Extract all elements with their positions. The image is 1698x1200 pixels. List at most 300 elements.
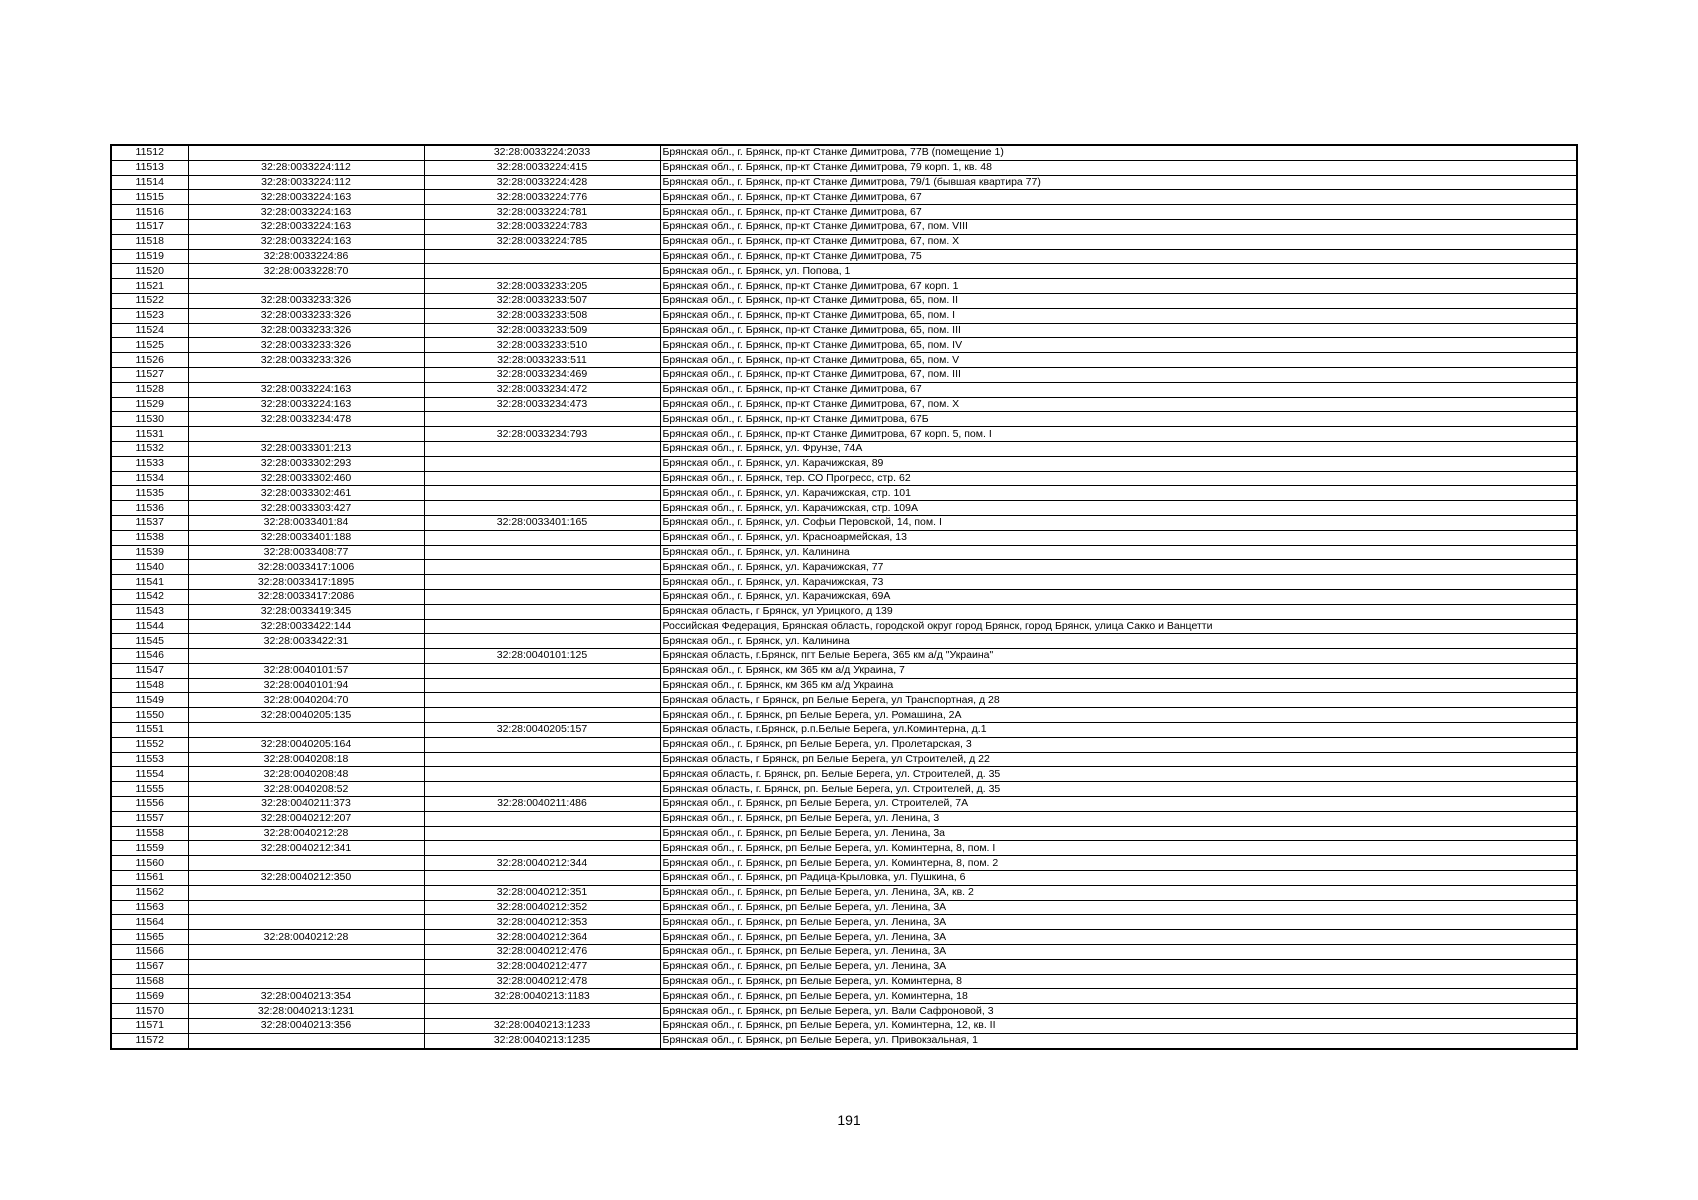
table-row xyxy=(111,441,1577,456)
cadastral-number-cell: 32:28:0033233:510 xyxy=(424,338,660,353)
row-number-cell: 11572 xyxy=(111,1033,188,1048)
parent-cadastral-number-cell: 32:28:0033228:70 xyxy=(188,264,424,279)
row-number-cell: 11532 xyxy=(111,441,188,456)
cadastral-number-cell xyxy=(424,826,660,841)
table-row xyxy=(111,871,1577,886)
parent-cadastral-number-cell: 32:28:0033417:1895 xyxy=(188,575,424,590)
address-cell: Брянская обл., г. Брянск, рп Белые Берега, ул. Вали Сафроновой, 3 xyxy=(660,1004,1577,1019)
table-row xyxy=(111,604,1577,619)
parent-cadastral-number-cell: 32:28:0040213:1231 xyxy=(188,1004,424,1019)
cadastral-number-cell: 32:28:0040211:486 xyxy=(424,797,660,812)
table-row xyxy=(111,293,1577,308)
cadastral-number-cell: 32:28:0033224:428 xyxy=(424,175,660,190)
table-row xyxy=(111,279,1577,294)
address-cell: Брянская обл., г. Брянск, рп Белые Берега, ул. Пролетарская, 3 xyxy=(660,737,1577,752)
parent-cadastral-number-cell: 32:28:0033224:163 xyxy=(188,190,424,205)
address-cell: Брянская обл., г. Брянск, ул. Калинина xyxy=(660,634,1577,649)
address-cell: Брянская обл., г. Брянск, рп Белые Берега, ул. Ромашина, 2А xyxy=(660,708,1577,723)
row-number-cell: 11525 xyxy=(111,338,188,353)
parent-cadastral-number-cell: 32:28:0033224:112 xyxy=(188,175,424,190)
address-cell: Брянская обл., г. Брянск, пр-кт Станке Димитрова, 67, пом. VIII xyxy=(660,219,1577,234)
cadastral-number-cell: 32:28:0033233:507 xyxy=(424,293,660,308)
table-row xyxy=(111,619,1577,634)
table-row xyxy=(111,264,1577,279)
row-number-cell: 11563 xyxy=(111,900,188,915)
row-number-cell: 11515 xyxy=(111,190,188,205)
address-cell: Брянская обл., г. Брянск, ул. Софьи Перовской, 14, пом. I xyxy=(660,515,1577,530)
table-row xyxy=(111,456,1577,471)
parent-cadastral-number-cell: 32:28:0040101:94 xyxy=(188,678,424,693)
table-row xyxy=(111,190,1577,205)
cadastral-number-cell: 32:28:0040212:364 xyxy=(424,930,660,945)
table-row xyxy=(111,826,1577,841)
address-cell: Брянская область, г. Брянск, рп. Белые Берега, ул. Строителей, д. 35 xyxy=(660,782,1577,797)
address-cell: Брянская обл., г. Брянск, рп Радица-Крыловка, ул. Пушкина, 6 xyxy=(660,871,1577,886)
cadastral-number-cell xyxy=(424,737,660,752)
table-row xyxy=(111,427,1577,442)
cadastral-number-cell xyxy=(424,811,660,826)
address-cell: Брянская обл., г. Брянск, рп Белые Берега, ул. Ленина, 3а xyxy=(660,826,1577,841)
cadastral-number-cell xyxy=(424,471,660,486)
cadastral-number-cell xyxy=(424,560,660,575)
row-number-cell: 11539 xyxy=(111,545,188,560)
address-cell: Брянская обл., г. Брянск, ул. Карачижская, стр. 101 xyxy=(660,486,1577,501)
cadastral-number-cell xyxy=(424,708,660,723)
cadastral-number-cell: 32:28:0033234:793 xyxy=(424,427,660,442)
parent-cadastral-number-cell xyxy=(188,145,424,160)
address-cell: Брянская обл., г. Брянск, рп Белые Берега, ул. Ленина, 3 xyxy=(660,811,1577,826)
address-cell: Брянская обл., г. Брянск, рп Белые Берега, ул. Ленина, 3А xyxy=(660,945,1577,960)
parent-cadastral-number-cell: 32:28:0040212:350 xyxy=(188,871,424,886)
cadastral-number-cell: 32:28:0033234:473 xyxy=(424,397,660,412)
row-number-cell: 11555 xyxy=(111,782,188,797)
row-number-cell: 11519 xyxy=(111,249,188,264)
table-row xyxy=(111,693,1577,708)
address-cell: Брянская обл., г. Брянск, ул. Фрунзе, 74А xyxy=(660,441,1577,456)
address-cell: Брянская обл., г. Брянск, пр-кт Станке Димитрова, 67 xyxy=(660,205,1577,220)
table-row xyxy=(111,974,1577,989)
address-cell: Брянская обл., г. Брянск, ул. Карачижская, стр. 109А xyxy=(660,501,1577,516)
table-row xyxy=(111,175,1577,190)
cadastral-number-cell xyxy=(424,441,660,456)
table-row xyxy=(111,1019,1577,1034)
parent-cadastral-number-cell: 32:28:0033233:326 xyxy=(188,338,424,353)
parent-cadastral-number-cell: 32:28:0040213:354 xyxy=(188,989,424,1004)
address-cell: Брянская обл., г. Брянск, ул. Карачижская, 69А xyxy=(660,589,1577,604)
table-row xyxy=(111,782,1577,797)
parent-cadastral-number-cell xyxy=(188,427,424,442)
row-number-cell: 11571 xyxy=(111,1019,188,1034)
address-cell: Брянская обл., г. Брянск, рп Белые Берега, ул. Коминтерна, 12, кв. II xyxy=(660,1019,1577,1034)
row-number-cell: 11559 xyxy=(111,841,188,856)
table-row xyxy=(111,397,1577,412)
address-cell: Брянская обл., г. Брянск, ул. Карачижская, 73 xyxy=(660,575,1577,590)
address-cell: Брянская обл., г. Брянск, пр-кт Станке Димитрова, 65, пом. IV xyxy=(660,338,1577,353)
table-row xyxy=(111,471,1577,486)
address-cell: Брянская обл., г. Брянск, пр-кт Станке Димитрова, 67 xyxy=(660,190,1577,205)
cadastral-number-cell: 32:28:0040212:352 xyxy=(424,900,660,915)
row-number-cell: 11550 xyxy=(111,708,188,723)
parent-cadastral-number-cell xyxy=(188,959,424,974)
row-number-cell: 11529 xyxy=(111,397,188,412)
address-cell: Брянская обл., г. Брянск, пр-кт Станке Димитрова, 67 xyxy=(660,382,1577,397)
row-number-cell: 11557 xyxy=(111,811,188,826)
table-row xyxy=(111,501,1577,516)
table-row xyxy=(111,959,1577,974)
row-number-cell: 11512 xyxy=(111,145,188,160)
parent-cadastral-number-cell: 32:28:0040101:57 xyxy=(188,663,424,678)
address-cell: Брянская обл., г. Брянск, пр-кт Станке Димитрова, 67, пом. III xyxy=(660,367,1577,382)
address-cell: Российская Федерация, Брянская область, городской округ город Брянск, город Брянск, улица Сакко и Ванцетти xyxy=(660,619,1577,634)
parent-cadastral-number-cell: 32:28:0040212:207 xyxy=(188,811,424,826)
cadastral-number-cell xyxy=(424,693,660,708)
parent-cadastral-number-cell: 32:28:0033401:188 xyxy=(188,530,424,545)
row-number-cell: 11531 xyxy=(111,427,188,442)
parent-cadastral-number-cell: 32:28:0033422:144 xyxy=(188,619,424,634)
parent-cadastral-number-cell: 32:28:0040208:52 xyxy=(188,782,424,797)
parent-cadastral-number-cell: 32:28:0033301:213 xyxy=(188,441,424,456)
table-row xyxy=(111,663,1577,678)
cadastral-number-cell xyxy=(424,486,660,501)
table-row xyxy=(111,915,1577,930)
address-cell: Брянская обл., г. Брянск, рп Белые Берега, ул. Ленина, 3А, кв. 2 xyxy=(660,885,1577,900)
parent-cadastral-number-cell: 32:28:0033302:460 xyxy=(188,471,424,486)
cadastral-number-cell: 32:28:0033234:472 xyxy=(424,382,660,397)
table-row xyxy=(111,219,1577,234)
cadastral-number-cell xyxy=(424,412,660,427)
parent-cadastral-number-cell: 32:28:0033233:326 xyxy=(188,353,424,368)
parent-cadastral-number-cell: 32:28:0033224:163 xyxy=(188,397,424,412)
cadastral-number-cell: 32:28:0040205:157 xyxy=(424,723,660,738)
address-cell: Брянская область, г Брянск, ул Урицкого, д 139 xyxy=(660,604,1577,619)
row-number-cell: 11542 xyxy=(111,589,188,604)
row-number-cell: 11544 xyxy=(111,619,188,634)
address-cell: Брянская обл., г. Брянск, ул. Попова, 1 xyxy=(660,264,1577,279)
row-number-cell: 11528 xyxy=(111,382,188,397)
row-number-cell: 11537 xyxy=(111,515,188,530)
row-number-cell: 11564 xyxy=(111,915,188,930)
address-cell: Брянская обл., г. Брянск, ул. Карачижская, 89 xyxy=(660,456,1577,471)
row-number-cell: 11527 xyxy=(111,367,188,382)
parent-cadastral-number-cell: 32:28:0040213:356 xyxy=(188,1019,424,1034)
parent-cadastral-number-cell xyxy=(188,367,424,382)
cadastral-number-cell: 32:28:0040212:344 xyxy=(424,856,660,871)
address-cell: Брянская обл., г. Брянск, пр-кт Станке Димитрова, 65, пом. III xyxy=(660,323,1577,338)
row-number-cell: 11522 xyxy=(111,293,188,308)
row-number-cell: 11530 xyxy=(111,412,188,427)
row-number-cell: 11543 xyxy=(111,604,188,619)
address-cell: Брянская обл., г. Брянск, пр-кт Станке Димитрова, 75 xyxy=(660,249,1577,264)
address-cell: Брянская обл., г. Брянск, пр-кт Станке Димитрова, 79/1 (бывшая квартира 77) xyxy=(660,175,1577,190)
table-row xyxy=(111,515,1577,530)
page-number: 191 xyxy=(837,1112,861,1128)
address-cell: Брянская область, г Брянск, рп Белые Берега, ул Строителей, д 22 xyxy=(660,752,1577,767)
row-number-cell: 11548 xyxy=(111,678,188,693)
address-cell: Брянская обл., г. Брянск, км 365 км а/д Украина xyxy=(660,678,1577,693)
address-cell: Брянская обл., г. Брянск, рп Белые Берега, ул. Коминтерна, 8, пом. I xyxy=(660,841,1577,856)
table-row xyxy=(111,145,1577,160)
parent-cadastral-number-cell: 32:28:0040208:48 xyxy=(188,767,424,782)
cadastral-number-cell xyxy=(424,530,660,545)
address-cell: Брянская обл., г. Брянск, тер. СО Прогресс, стр. 62 xyxy=(660,471,1577,486)
address-cell: Брянская обл., г. Брянск, рп Белые Берега, ул. Ленина, 3А xyxy=(660,915,1577,930)
table-row xyxy=(111,353,1577,368)
row-number-cell: 11565 xyxy=(111,930,188,945)
row-number-cell: 11556 xyxy=(111,797,188,812)
parent-cadastral-number-cell: 32:28:0033224:86 xyxy=(188,249,424,264)
cadastral-number-cell xyxy=(424,663,660,678)
table-row xyxy=(111,589,1577,604)
cadastral-number-cell xyxy=(424,782,660,797)
table-row xyxy=(111,634,1577,649)
parent-cadastral-number-cell: 32:28:0040205:135 xyxy=(188,708,424,723)
row-number-cell: 11517 xyxy=(111,219,188,234)
table-row xyxy=(111,841,1577,856)
parent-cadastral-number-cell: 32:28:0033408:77 xyxy=(188,545,424,560)
row-number-cell: 11533 xyxy=(111,456,188,471)
table-row xyxy=(111,338,1577,353)
row-number-cell: 11545 xyxy=(111,634,188,649)
row-number-cell: 11568 xyxy=(111,974,188,989)
parent-cadastral-number-cell xyxy=(188,649,424,664)
parent-cadastral-number-cell: 32:28:0040205:164 xyxy=(188,737,424,752)
cadastral-number-cell: 32:28:0040213:1183 xyxy=(424,989,660,1004)
table-row xyxy=(111,530,1577,545)
table-row xyxy=(111,160,1577,175)
cadastral-number-cell: 32:28:0033224:776 xyxy=(424,190,660,205)
row-number-cell: 11534 xyxy=(111,471,188,486)
address-cell: Брянская обл., г. Брянск, пр-кт Станке Димитрова, 65, пом. II xyxy=(660,293,1577,308)
row-number-cell: 11514 xyxy=(111,175,188,190)
address-cell: Брянская обл., г. Брянск, ул. Калинина xyxy=(660,545,1577,560)
cadastral-number-cell: 32:28:0033233:205 xyxy=(424,279,660,294)
table-row xyxy=(111,575,1577,590)
parent-cadastral-number-cell xyxy=(188,900,424,915)
table-row xyxy=(111,930,1577,945)
parent-cadastral-number-cell: 32:28:0033224:163 xyxy=(188,382,424,397)
table-row xyxy=(111,767,1577,782)
parent-cadastral-number-cell: 32:28:0033224:163 xyxy=(188,205,424,220)
parent-cadastral-number-cell: 32:28:0033224:112 xyxy=(188,160,424,175)
parent-cadastral-number-cell: 32:28:0033419:345 xyxy=(188,604,424,619)
table-row xyxy=(111,560,1577,575)
table-row xyxy=(111,205,1577,220)
cadastral-number-cell xyxy=(424,545,660,560)
row-number-cell: 11536 xyxy=(111,501,188,516)
parent-cadastral-number-cell xyxy=(188,974,424,989)
row-number-cell: 11541 xyxy=(111,575,188,590)
table-row xyxy=(111,382,1577,397)
row-number-cell: 11513 xyxy=(111,160,188,175)
parent-cadastral-number-cell: 32:28:0040204:70 xyxy=(188,693,424,708)
table-row xyxy=(111,811,1577,826)
cadastral-number-cell xyxy=(424,589,660,604)
parent-cadastral-number-cell: 32:28:0033233:326 xyxy=(188,323,424,338)
cadastral-number-cell: 32:28:0033233:509 xyxy=(424,323,660,338)
table-row xyxy=(111,486,1577,501)
cadastral-number-cell xyxy=(424,752,660,767)
table-row xyxy=(111,708,1577,723)
cadastral-number-cell: 32:28:0033224:781 xyxy=(424,205,660,220)
table-row xyxy=(111,797,1577,812)
table-row xyxy=(111,885,1577,900)
table-row xyxy=(111,989,1577,1004)
row-number-cell: 11553 xyxy=(111,752,188,767)
cadastral-number-cell: 32:28:0033224:2033 xyxy=(424,145,660,160)
parent-cadastral-number-cell: 32:28:0040212:28 xyxy=(188,930,424,945)
address-cell: Брянская обл., г. Брянск, пр-кт Станке Димитрова, 67Б xyxy=(660,412,1577,427)
address-cell: Брянская обл., г. Брянск, рп Белые Берега, ул. Привокзальная, 1 xyxy=(660,1033,1577,1048)
row-number-cell: 11558 xyxy=(111,826,188,841)
parent-cadastral-number-cell: 32:28:0033234:478 xyxy=(188,412,424,427)
cadastral-number-cell: 32:28:0040213:1233 xyxy=(424,1019,660,1034)
cadastral-number-cell: 32:28:0033233:508 xyxy=(424,308,660,323)
cadastral-number-cell xyxy=(424,634,660,649)
parent-cadastral-number-cell xyxy=(188,856,424,871)
table-row xyxy=(111,412,1577,427)
parent-cadastral-number-cell xyxy=(188,885,424,900)
cadastral-number-cell xyxy=(424,619,660,634)
row-number-cell: 11547 xyxy=(111,663,188,678)
address-cell: Брянская обл., г. Брянск, рп Белые Берега, ул. Ленина, 3А xyxy=(660,959,1577,974)
cadastral-number-cell xyxy=(424,767,660,782)
cadastral-number-cell: 32:28:0040212:477 xyxy=(424,959,660,974)
registry-table-body xyxy=(111,145,1577,1049)
row-number-cell: 11521 xyxy=(111,279,188,294)
cadastral-number-cell: 32:28:0040212:478 xyxy=(424,974,660,989)
cadastral-number-cell xyxy=(424,501,660,516)
cadastral-number-cell xyxy=(424,249,660,264)
cadastral-number-cell xyxy=(424,678,660,693)
row-number-cell: 11549 xyxy=(111,693,188,708)
address-cell: Брянская обл., г. Брянск, пр-кт Станке Димитрова, 79 корп. 1, кв. 48 xyxy=(660,160,1577,175)
table-row xyxy=(111,649,1577,664)
cadastral-number-cell: 32:28:0033401:165 xyxy=(424,515,660,530)
address-cell: Брянская обл., г. Брянск, пр-кт Станке Димитрова, 65, пом. I xyxy=(660,308,1577,323)
table-row xyxy=(111,323,1577,338)
parent-cadastral-number-cell: 32:28:0040212:341 xyxy=(188,841,424,856)
address-cell: Брянская обл., г. Брянск, км 365 км а/д Украина, 7 xyxy=(660,663,1577,678)
parent-cadastral-number-cell xyxy=(188,915,424,930)
parent-cadastral-number-cell xyxy=(188,279,424,294)
table-row xyxy=(111,367,1577,382)
parent-cadastral-number-cell: 32:28:0040211:373 xyxy=(188,797,424,812)
row-number-cell: 11520 xyxy=(111,264,188,279)
table-row xyxy=(111,752,1577,767)
table-row xyxy=(111,1033,1577,1048)
row-number-cell: 11538 xyxy=(111,530,188,545)
row-number-cell: 11569 xyxy=(111,989,188,1004)
parent-cadastral-number-cell: 32:28:0033303:427 xyxy=(188,501,424,516)
address-cell: Брянская обл., г. Брянск, пр-кт Станке Димитрова, 67 корп. 1 xyxy=(660,279,1577,294)
parent-cadastral-number-cell: 32:28:0033417:1006 xyxy=(188,560,424,575)
address-cell: Брянская область, г.Брянск, р.п.Белые Берега, ул.Коминтерна, д.1 xyxy=(660,723,1577,738)
cadastral-number-cell xyxy=(424,604,660,619)
cadastral-number-cell: 32:28:0040212:351 xyxy=(424,885,660,900)
row-number-cell: 11526 xyxy=(111,353,188,368)
table-row xyxy=(111,945,1577,960)
row-number-cell: 11524 xyxy=(111,323,188,338)
cadastral-number-cell xyxy=(424,871,660,886)
address-cell: Брянская область, г Брянск, рп Белые Берега, ул Транспортная, д 28 xyxy=(660,693,1577,708)
parent-cadastral-number-cell xyxy=(188,723,424,738)
address-cell: Брянская обл., г. Брянск, ул. Карачижская, 77 xyxy=(660,560,1577,575)
row-number-cell: 11516 xyxy=(111,205,188,220)
address-cell: Брянская обл., г. Брянск, рп Белые Берега, ул. Строителей, 7А xyxy=(660,797,1577,812)
address-cell: Брянская область, г. Брянск, рп. Белые Берега, ул. Строителей, д. 35 xyxy=(660,767,1577,782)
cadastral-number-cell xyxy=(424,456,660,471)
address-cell: Брянская обл., г. Брянск, пр-кт Станке Димитрова, 67, пом. X xyxy=(660,234,1577,249)
parent-cadastral-number-cell: 32:28:0033417:2086 xyxy=(188,589,424,604)
table-row xyxy=(111,856,1577,871)
row-number-cell: 11535 xyxy=(111,486,188,501)
parent-cadastral-number-cell xyxy=(188,945,424,960)
cadastral-number-cell: 32:28:0033224:415 xyxy=(424,160,660,175)
parent-cadastral-number-cell xyxy=(188,1033,424,1048)
parent-cadastral-number-cell: 32:28:0033422:31 xyxy=(188,634,424,649)
cadastral-number-cell xyxy=(424,841,660,856)
cadastral-number-cell: 32:28:0033233:511 xyxy=(424,353,660,368)
table-row xyxy=(111,723,1577,738)
row-number-cell: 11523 xyxy=(111,308,188,323)
address-cell: Брянская область, г.Брянск, пгт Белые Берега, 365 км а/д "Украина" xyxy=(660,649,1577,664)
address-cell: Брянская обл., г. Брянск, рп Белые Берега, ул. Коминтерна, 8 xyxy=(660,974,1577,989)
parent-cadastral-number-cell: 32:28:0033233:326 xyxy=(188,293,424,308)
cadastral-number-cell xyxy=(424,1004,660,1019)
address-cell: Брянская обл., г. Брянск, рп Белые Берега, ул. Ленина, 3А xyxy=(660,930,1577,945)
parent-cadastral-number-cell: 32:28:0033233:326 xyxy=(188,308,424,323)
parent-cadastral-number-cell: 32:28:0033224:163 xyxy=(188,219,424,234)
parent-cadastral-number-cell: 32:28:0033401:84 xyxy=(188,515,424,530)
row-number-cell: 11551 xyxy=(111,723,188,738)
cadastral-number-cell: 32:28:0033234:469 xyxy=(424,367,660,382)
table-row xyxy=(111,545,1577,560)
row-number-cell: 11552 xyxy=(111,737,188,752)
row-number-cell: 11540 xyxy=(111,560,188,575)
table-row xyxy=(111,737,1577,752)
address-cell: Брянская обл., г. Брянск, пр-кт Станке Димитрова, 77В (помещение 1) xyxy=(660,145,1577,160)
cadastral-number-cell: 32:28:0040101:125 xyxy=(424,649,660,664)
row-number-cell: 11566 xyxy=(111,945,188,960)
row-number-cell: 11546 xyxy=(111,649,188,664)
table-row xyxy=(111,678,1577,693)
parent-cadastral-number-cell: 32:28:0033302:293 xyxy=(188,456,424,471)
cadastral-number-cell: 32:28:0040212:353 xyxy=(424,915,660,930)
registry-table xyxy=(110,144,1578,1050)
row-number-cell: 11560 xyxy=(111,856,188,871)
row-number-cell: 11570 xyxy=(111,1004,188,1019)
table-row xyxy=(111,900,1577,915)
row-number-cell: 11562 xyxy=(111,885,188,900)
address-cell: Брянская обл., г. Брянск, пр-кт Станке Димитрова, 65, пом. V xyxy=(660,353,1577,368)
cadastral-number-cell xyxy=(424,575,660,590)
parent-cadastral-number-cell: 32:28:0033224:163 xyxy=(188,234,424,249)
cadastral-number-cell: 32:28:0033224:785 xyxy=(424,234,660,249)
address-cell: Брянская обл., г. Брянск, пр-кт Станке Димитрова, 67, пом. X xyxy=(660,397,1577,412)
table-row xyxy=(111,249,1577,264)
address-cell: Брянская обл., г. Брянск, ул. Красноармейская, 13 xyxy=(660,530,1577,545)
row-number-cell: 11554 xyxy=(111,767,188,782)
address-cell: Брянская обл., г. Брянск, рп Белые Берега, ул. Коминтерна, 18 xyxy=(660,989,1577,1004)
row-number-cell: 11561 xyxy=(111,871,188,886)
cadastral-number-cell: 32:28:0033224:783 xyxy=(424,219,660,234)
table-row xyxy=(111,308,1577,323)
row-number-cell: 11518 xyxy=(111,234,188,249)
cadastral-number-cell: 32:28:0040213:1235 xyxy=(424,1033,660,1048)
cadastral-number-cell xyxy=(424,264,660,279)
address-cell: Брянская обл., г. Брянск, рп Белые Берега, ул. Коминтерна, 8, пом. 2 xyxy=(660,856,1577,871)
cadastral-number-cell: 32:28:0040212:476 xyxy=(424,945,660,960)
